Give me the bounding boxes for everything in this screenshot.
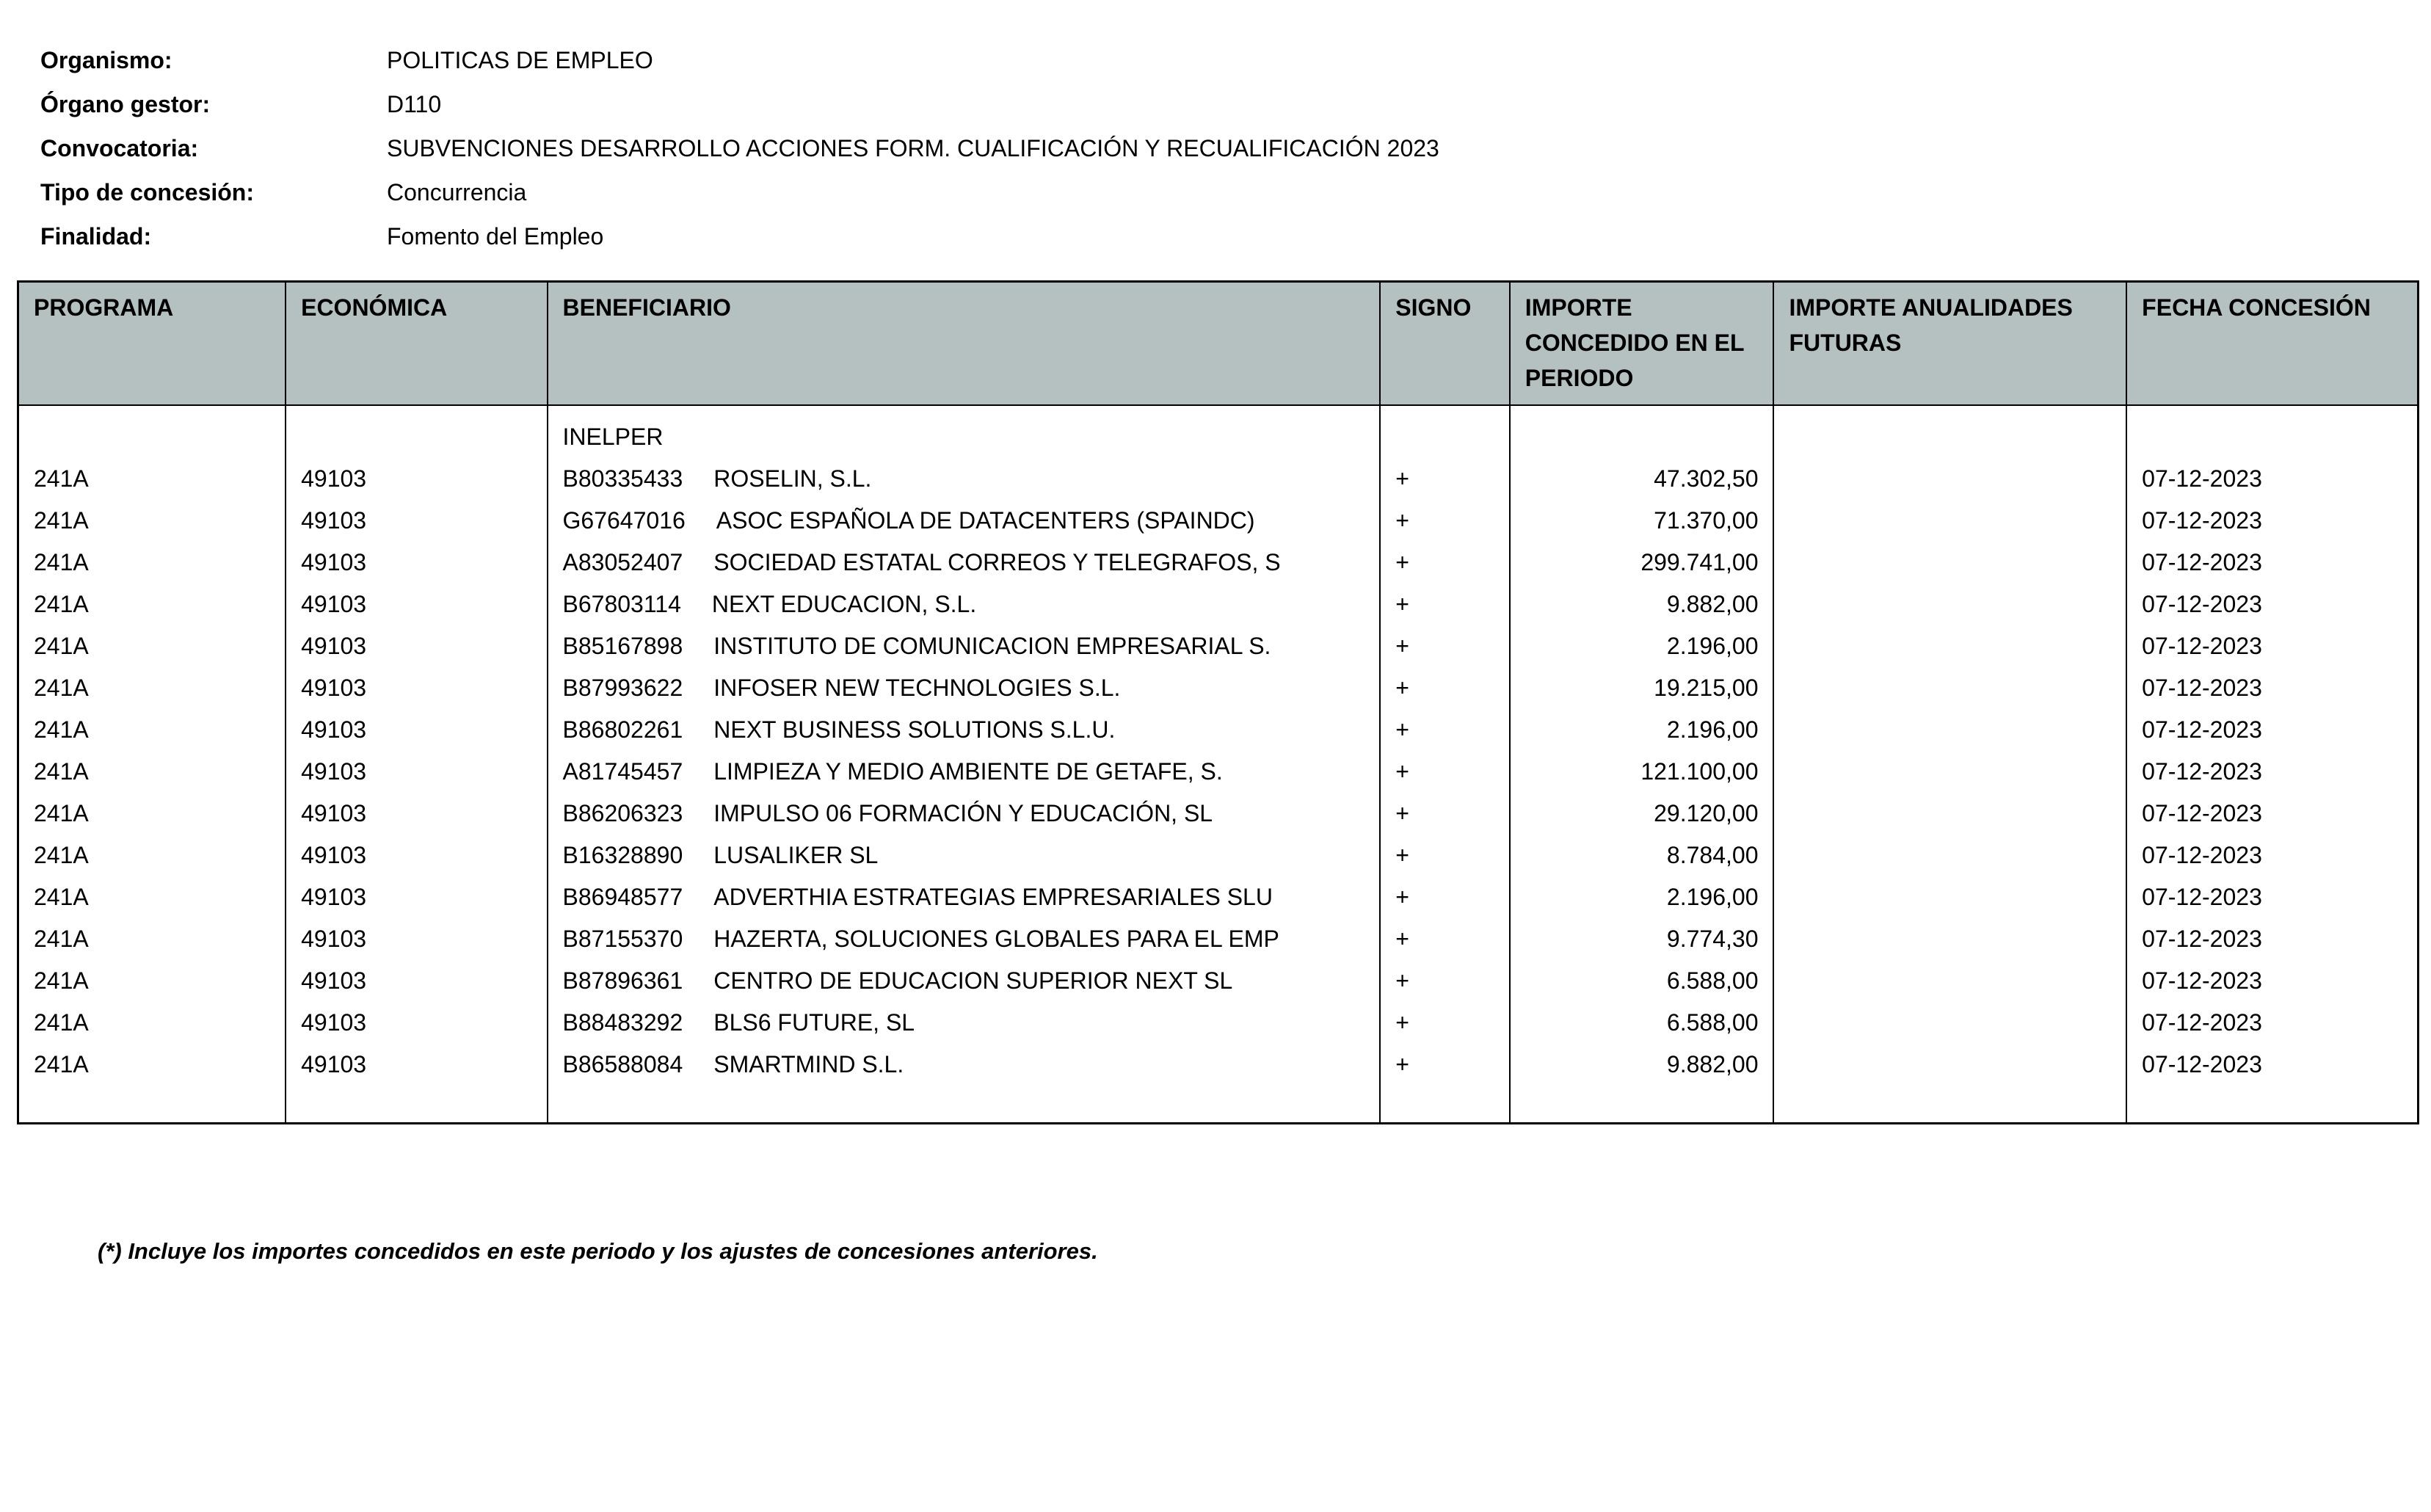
- cell-beneficiario: [548, 918, 1381, 960]
- cell-beneficiario: [548, 1002, 1381, 1044]
- cell-fecha-concesion: 07-12-2023: [2126, 793, 2418, 835]
- beneficiario-name: SMARTMIND S.L.: [713, 1051, 904, 1077]
- cell-fecha-concesion: 07-12-2023: [2126, 876, 2418, 918]
- meta-row-convocatoria: [40, 126, 2419, 170]
- cell-importe-anualidades: [1773, 542, 2126, 584]
- cell-economica: 49103: [286, 918, 547, 960]
- cell-importe-anualidades: [1773, 1044, 2126, 1124]
- cell-signo: +: [1380, 1002, 1510, 1044]
- cell-importe-periodo: 2.196,00: [1510, 625, 1774, 667]
- cell-programa: 241A: [18, 960, 286, 1002]
- cell-importe-periodo: 6.588,00: [1510, 960, 1774, 1002]
- col-header-importe-periodo: IMPORTE CONCEDIDO EN EL PERIODO: [1510, 282, 1774, 406]
- meta-label-finalidad: Finalidad:: [40, 223, 152, 250]
- meta-label-organismo: Organismo:: [40, 47, 172, 73]
- cell-fecha-concesion: 07-12-2023: [2126, 500, 2418, 542]
- table-row: [18, 500, 2419, 542]
- meta-row-organo-gestor: [40, 82, 2419, 126]
- cell-economica: 49103: [286, 835, 547, 876]
- meta-label-convocatoria: Convocatoria:: [40, 135, 199, 161]
- table-row: [18, 625, 2419, 667]
- cell-signo: +: [1380, 751, 1510, 793]
- beneficiario-name: IMPULSO 06 FORMACIÓN Y EDUCACIÓN, SL: [713, 800, 1213, 826]
- meta-value-finalidad: Fomento del Empleo: [387, 223, 604, 250]
- cell-signo: +: [1380, 876, 1510, 918]
- cell-importe-periodo: 299.741,00: [1510, 542, 1774, 584]
- col-header-signo: SIGNO: [1380, 282, 1510, 406]
- cell-programa: 241A: [18, 584, 286, 625]
- table-row: [18, 709, 2419, 751]
- cell-programa: 241A: [18, 542, 286, 584]
- meta-block: [40, 38, 2419, 258]
- meta-value-organo-gestor: D110: [387, 91, 442, 117]
- table-row: [18, 918, 2419, 960]
- cell-importe-anualidades: [1773, 625, 2126, 667]
- cell-programa: [18, 405, 286, 458]
- cell-fecha-concesion: 07-12-2023: [2126, 709, 2418, 751]
- cell-economica: 49103: [286, 876, 547, 918]
- cell-importe-anualidades: [1773, 918, 2126, 960]
- cell-economica: 49103: [286, 751, 547, 793]
- beneficiario-id: G67647016: [562, 507, 686, 534]
- beneficiario-id: B87896361: [562, 967, 683, 994]
- cell-importe-periodo: 8.784,00: [1510, 835, 1774, 876]
- meta-value-tipo-concesion: Concurrencia: [387, 179, 527, 206]
- cell-importe-anualidades: [1773, 751, 2126, 793]
- cell-importe-anualidades: [1773, 405, 2126, 458]
- cell-economica: 49103: [286, 709, 547, 751]
- cell-beneficiario: [548, 584, 1381, 625]
- cell-importe-anualidades: [1773, 876, 2126, 918]
- cell-signo: +: [1380, 793, 1510, 835]
- cell-beneficiario: [548, 835, 1381, 876]
- cell-importe-periodo: 9.774,30: [1510, 918, 1774, 960]
- cell-importe-anualidades: [1773, 1002, 2126, 1044]
- beneficiario-id: B87993622: [562, 675, 683, 701]
- table-row: [18, 584, 2419, 625]
- beneficiario-name: INSTITUTO DE COMUNICACION EMPRESARIAL S.: [713, 633, 1271, 659]
- cell-importe-periodo: [1510, 405, 1774, 458]
- beneficiario-name: INFOSER NEW TECHNOLOGIES S.L.: [713, 675, 1121, 701]
- cell-fecha-concesion: 07-12-2023: [2126, 1044, 2418, 1124]
- meta-row-finalidad: [40, 214, 2419, 258]
- col-header-importe-anualidades: IMPORTE ANUALIDADES FUTURAS: [1773, 282, 2126, 406]
- cell-signo: +: [1380, 960, 1510, 1002]
- cell-importe-anualidades: [1773, 835, 2126, 876]
- cell-fecha-concesion: 07-12-2023: [2126, 1002, 2418, 1044]
- meta-label-tipo-concesion: Tipo de concesión:: [40, 179, 254, 206]
- cell-economica: 49103: [286, 584, 547, 625]
- beneficiario-id: A81745457: [562, 758, 683, 785]
- cell-economica: [286, 405, 547, 458]
- cell-fecha-concesion: 07-12-2023: [2126, 751, 2418, 793]
- cell-programa: 241A: [18, 751, 286, 793]
- beneficiario-id: B86802261: [562, 716, 683, 743]
- beneficiario-name: ADVERTHIA ESTRATEGIAS EMPRESARIALES SLU: [713, 884, 1273, 910]
- cell-importe-anualidades: [1773, 458, 2126, 500]
- meta-value-organismo: POLITICAS DE EMPLEO: [387, 47, 653, 73]
- grants-table: [17, 280, 2419, 1124]
- cell-signo: +: [1380, 625, 1510, 667]
- beneficiario-name: NEXT EDUCACION, S.L.: [711, 591, 977, 617]
- cell-fecha-concesion: [2126, 405, 2418, 458]
- table-row: [18, 835, 2419, 876]
- table-row: [18, 542, 2419, 584]
- beneficiario-id: B86206323: [562, 800, 683, 826]
- cell-programa: 241A: [18, 500, 286, 542]
- cell-beneficiario: [548, 1044, 1381, 1124]
- meta-row-tipo-concesion: [40, 170, 2419, 214]
- cell-fecha-concesion: 07-12-2023: [2126, 542, 2418, 584]
- beneficiario-id: B88483292: [562, 1009, 683, 1036]
- cell-signo: +: [1380, 584, 1510, 625]
- cell-economica: 49103: [286, 667, 547, 709]
- cell-fecha-concesion: 07-12-2023: [2126, 584, 2418, 625]
- beneficiario-name: LUSALIKER SL: [713, 842, 879, 868]
- footnote: (*) Incluye los importes concedidos en este periodo y los ajustes de concesiones anteriores.: [98, 1238, 1098, 1264]
- cell-economica: 49103: [286, 500, 547, 542]
- cell-economica: 49103: [286, 1002, 547, 1044]
- table-header: [18, 282, 2419, 406]
- table-row: [18, 960, 2419, 1002]
- cell-beneficiario: [548, 542, 1381, 584]
- cell-signo: +: [1380, 1044, 1510, 1124]
- cell-importe-periodo: 9.882,00: [1510, 1044, 1774, 1124]
- beneficiario-id: B16328890: [562, 842, 683, 868]
- col-header-economica: ECONÓMICA: [286, 282, 547, 406]
- col-header-programa: PROGRAMA: [18, 282, 286, 406]
- beneficiario-id: INELPER: [562, 424, 664, 450]
- cell-programa: 241A: [18, 918, 286, 960]
- cell-programa: 241A: [18, 793, 286, 835]
- cell-fecha-concesion: 07-12-2023: [2126, 458, 2418, 500]
- table-row: [18, 751, 2419, 793]
- cell-economica: 49103: [286, 458, 547, 500]
- meta-value-convocatoria: SUBVENCIONES DESARROLLO ACCIONES FORM. CUALIFICACIÓN Y RECUALIFICACIÓN 2023: [387, 135, 1439, 161]
- cell-signo: +: [1380, 709, 1510, 751]
- cell-programa: 241A: [18, 1044, 286, 1124]
- beneficiario-name: ASOC ESPAÑOLA DE DATACENTERS (SPAINDC): [716, 507, 1255, 534]
- cell-beneficiario: [548, 458, 1381, 500]
- table-row: [18, 1044, 2419, 1124]
- cell-signo: +: [1380, 542, 1510, 584]
- cell-beneficiario: [548, 793, 1381, 835]
- cell-economica: 49103: [286, 793, 547, 835]
- cell-beneficiario: [548, 960, 1381, 1002]
- beneficiario-id: B86588084: [562, 1051, 683, 1077]
- meta-row-organismo: [40, 38, 2419, 82]
- cell-programa: 241A: [18, 625, 286, 667]
- cell-programa: 241A: [18, 876, 286, 918]
- cell-importe-periodo: 29.120,00: [1510, 793, 1774, 835]
- beneficiario-id: A83052407: [562, 549, 683, 575]
- cell-programa: 241A: [18, 709, 286, 751]
- beneficiario-name: BLS6 FUTURE, SL: [713, 1009, 915, 1036]
- table-row: [18, 458, 2419, 500]
- cell-fecha-concesion: 07-12-2023: [2126, 667, 2418, 709]
- cell-importe-anualidades: [1773, 709, 2126, 751]
- table-row: [18, 405, 2419, 458]
- beneficiario-id: B80335433: [562, 465, 683, 492]
- cell-importe-periodo: 121.100,00: [1510, 751, 1774, 793]
- cell-signo: +: [1380, 500, 1510, 542]
- table-body: [18, 405, 2419, 1124]
- cell-economica: 49103: [286, 542, 547, 584]
- beneficiario-name: LIMPIEZA Y MEDIO AMBIENTE DE GETAFE, S.: [713, 758, 1223, 785]
- table-header-row: [18, 282, 2419, 406]
- col-header-fecha-concesion: FECHA CONCESIÓN: [2126, 282, 2418, 406]
- cell-importe-periodo: 6.588,00: [1510, 1002, 1774, 1044]
- cell-importe-periodo: 2.196,00: [1510, 876, 1774, 918]
- cell-importe-anualidades: [1773, 960, 2126, 1002]
- cell-fecha-concesion: 07-12-2023: [2126, 835, 2418, 876]
- cell-importe-anualidades: [1773, 793, 2126, 835]
- table-row: [18, 1002, 2419, 1044]
- beneficiario-name: SOCIEDAD ESTATAL CORREOS Y TELEGRAFOS, S: [713, 549, 1281, 575]
- table-row: [18, 793, 2419, 835]
- cell-importe-periodo: 71.370,00: [1510, 500, 1774, 542]
- table-row: [18, 876, 2419, 918]
- cell-economica: 49103: [286, 960, 547, 1002]
- beneficiario-id: B85167898: [562, 633, 683, 659]
- cell-importe-periodo: 2.196,00: [1510, 709, 1774, 751]
- cell-economica: 49103: [286, 1044, 547, 1124]
- cell-programa: 241A: [18, 1002, 286, 1044]
- cell-signo: +: [1380, 835, 1510, 876]
- cell-beneficiario: [548, 500, 1381, 542]
- beneficiario-name: CENTRO DE EDUCACION SUPERIOR NEXT SL: [713, 967, 1233, 994]
- cell-importe-anualidades: [1773, 667, 2126, 709]
- table-row: [18, 667, 2419, 709]
- cell-importe-periodo: 19.215,00: [1510, 667, 1774, 709]
- cell-signo: +: [1380, 667, 1510, 709]
- cell-beneficiario: [548, 667, 1381, 709]
- cell-beneficiario: [548, 625, 1381, 667]
- cell-signo: +: [1380, 458, 1510, 500]
- beneficiario-id: B87155370: [562, 926, 683, 952]
- meta-label-organo-gestor: Órgano gestor:: [40, 91, 211, 117]
- cell-signo: [1380, 405, 1510, 458]
- beneficiario-name: HAZERTA, SOLUCIONES GLOBALES PARA EL EMP: [713, 926, 1279, 952]
- cell-programa: 241A: [18, 667, 286, 709]
- cell-importe-anualidades: [1773, 500, 2126, 542]
- cell-programa: 241A: [18, 458, 286, 500]
- cell-beneficiario: [548, 709, 1381, 751]
- cell-programa: 241A: [18, 835, 286, 876]
- cell-economica: 49103: [286, 625, 547, 667]
- cell-beneficiario: [548, 751, 1381, 793]
- cell-signo: +: [1380, 918, 1510, 960]
- cell-importe-periodo: 9.882,00: [1510, 584, 1774, 625]
- cell-fecha-concesion: 07-12-2023: [2126, 918, 2418, 960]
- beneficiario-id: B67803114: [562, 591, 681, 617]
- cell-beneficiario: [548, 876, 1381, 918]
- cell-beneficiario: [548, 405, 1381, 458]
- cell-fecha-concesion: 07-12-2023: [2126, 960, 2418, 1002]
- cell-importe-anualidades: [1773, 584, 2126, 625]
- cell-importe-periodo: 47.302,50: [1510, 458, 1774, 500]
- beneficiario-name: ROSELIN, S.L.: [713, 465, 872, 492]
- beneficiario-name: NEXT BUSINESS SOLUTIONS S.L.U.: [713, 716, 1116, 743]
- beneficiario-id: B86948577: [562, 884, 683, 910]
- col-header-beneficiario: BENEFICIARIO: [548, 282, 1381, 406]
- cell-fecha-concesion: 07-12-2023: [2126, 625, 2418, 667]
